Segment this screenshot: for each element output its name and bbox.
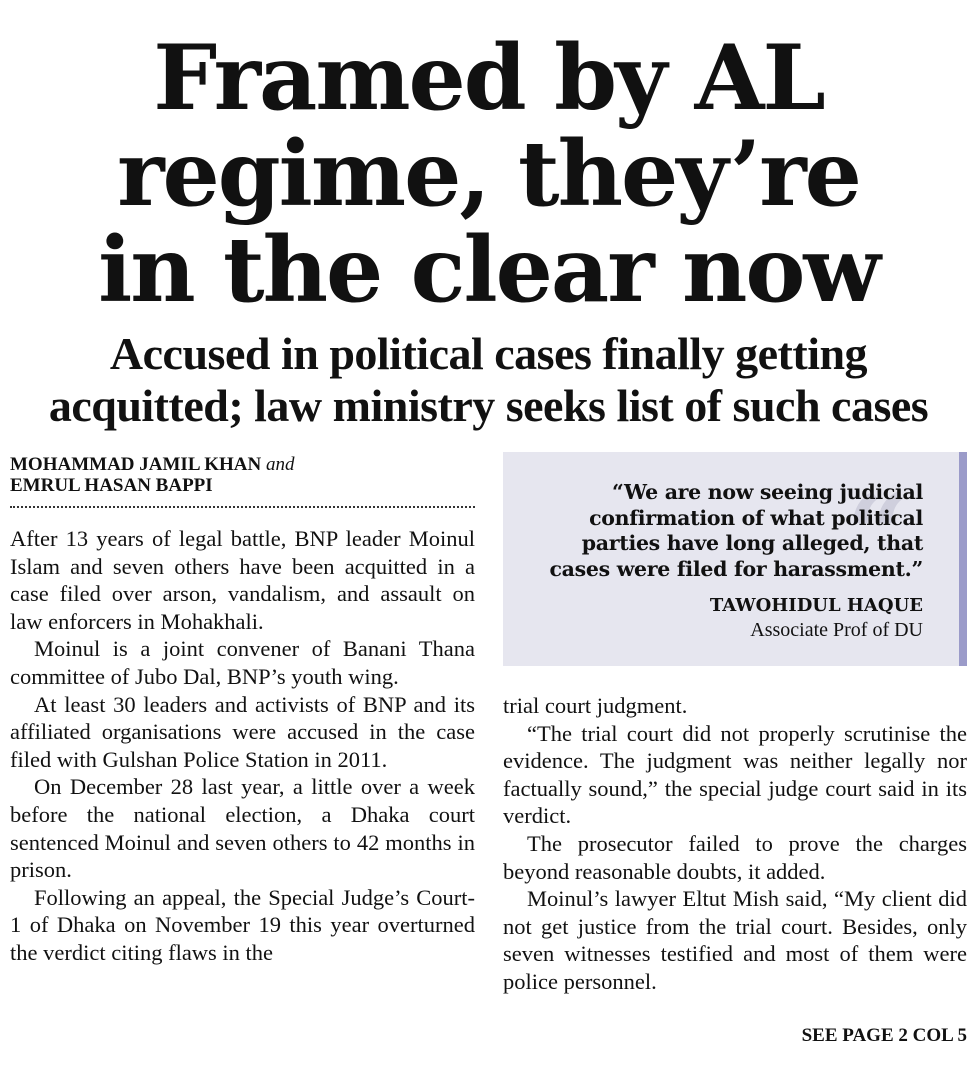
byline-author-2: EMRUL HASAN BAPPI bbox=[10, 475, 213, 496]
byline-author-1: MOHAMMAD JAMIL KHAN bbox=[10, 454, 262, 475]
article-column-right bbox=[503, 692, 967, 996]
pull-quote-text: “We are now seeing judicial confirmation of what political parties have long alleged, that cases were filed for harassment.” bbox=[549, 480, 923, 581]
subheadline-line-1: Accused in political cases finally getting bbox=[109, 328, 868, 379]
paragraph: The prosecutor failed to prove the charges beyond reasonable doubts, it added. bbox=[503, 830, 967, 884]
paragraph: After 13 years of legal battle, BNP leader Moinul Islam and seven others have been acquitted in a case filed over arson, vandalism, and assault on law enforcers in Mohakhali. bbox=[10, 526, 475, 634]
article-column-left bbox=[10, 525, 475, 967]
pull-quote-box bbox=[503, 452, 967, 666]
pull-quote-attribution-title: Associate Prof of DU bbox=[750, 619, 923, 641]
paragraph: Moinul’s lawyer Eltut Mish said, “My client did not get justice from the trial court. Besides, only seven witnesses testified and most of them were police personnel. bbox=[503, 886, 967, 994]
headline-line-2: regime, they’re bbox=[117, 121, 860, 227]
headline-line-3: in the clear now bbox=[98, 217, 879, 323]
headline bbox=[0, 25, 977, 323]
headline-line-1: Framed by AL bbox=[153, 25, 824, 131]
paragraph: “The trial court did not properly scrutinise the evidence. The judgment was neither legally nor factually sound,” the special judge court said in its verdict. bbox=[503, 720, 967, 829]
continuation-jump-line[interactable]: SEE PAGE 2 COL 5 bbox=[801, 1025, 967, 1046]
paragraph: On December 28 last year, a little over a week before the national election, a Dhaka court sentenced Moinul and seven others to 42 months in prison. bbox=[10, 774, 475, 883]
byline-conjunction: and bbox=[265, 454, 295, 475]
subheadline bbox=[0, 328, 977, 432]
paragraph: Moinul is a joint convener of Banani Thana committee of Jubo Dal, BNP’s youth wing. bbox=[10, 636, 475, 689]
paragraph: trial court judgment. bbox=[503, 693, 688, 718]
pull-quote-attribution-name: TAWOHIDUL HAQUE bbox=[709, 595, 923, 616]
paragraph: Following an appeal, the Special Judge’s Court-1 of Dhaka on November 19 this year overturned the verdict citing flaws in the bbox=[10, 884, 475, 965]
subheadline-line-2: acquitted; law ministry seeks list of such cases bbox=[48, 380, 929, 431]
paragraph: At least 30 leaders and activists of BNP and its affiliated organisations were accused in the case filed with Gulshan Police Station in 2011. bbox=[10, 691, 475, 772]
quotation-mark-icon: “ bbox=[845, 470, 909, 599]
byline bbox=[10, 454, 475, 508]
